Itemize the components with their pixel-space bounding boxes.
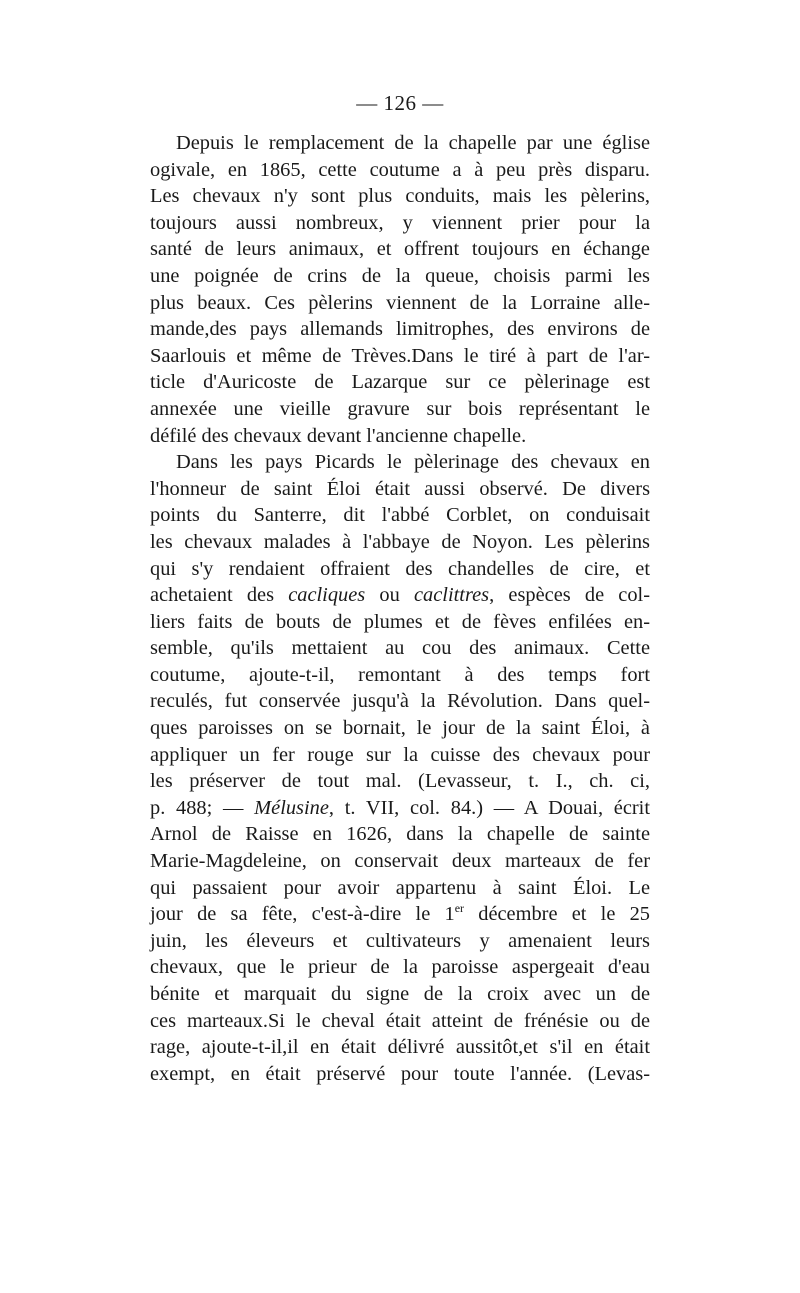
- italic-term: Mélusine: [254, 796, 329, 819]
- text-line: coutume, ajoute-t-il, remontant à des temps fort: [150, 663, 650, 686]
- text-line: une poignée de crins de la queue, choisis parmi les: [150, 264, 650, 287]
- text-line: Dans les pays Picards le pèlerinage des chevaux en: [176, 451, 650, 474]
- text-line: Les chevaux n'y sont plus conduits, mais les pèlerins,: [150, 185, 650, 208]
- text-run: jour de sa fête, c'est-à-dire le 1: [150, 903, 455, 926]
- text-line: toujours aussi nombreux, y viennent prier pour la: [150, 211, 650, 234]
- text-line: Arnol de Raisse en 1626, dans la chapelle de sainte: [150, 823, 650, 846]
- text-line: ticle d'Auricoste de Lazarque sur ce pèlerinage est: [150, 371, 650, 394]
- paragraph-2: [150, 449, 650, 1087]
- text-line: liers faits de bouts de plumes et de fèves enfilées en-: [150, 610, 650, 633]
- text-run: , t. VII, col. 84.) — A Douai, écrit: [328, 796, 650, 819]
- text-line: Marie-Magdeleine, on conservait deux marteaux de fer: [150, 850, 650, 873]
- paragraph-1: [150, 130, 650, 449]
- text-line: plus beaux. Ces pèlerins viennent de la Lorraine alle-: [150, 291, 650, 314]
- italic-term: cacliques: [288, 584, 366, 607]
- text-line-mixed: [150, 795, 650, 822]
- text-run: achetaient des: [150, 584, 289, 607]
- text-line: les chevaux malades à l'abbaye de Noyon. Les pèlerins: [150, 530, 650, 553]
- text-line: appliquer un fer rouge sur la cuisse des chevaux pour: [150, 743, 650, 766]
- text-line: ques paroisses on se bornait, le jour de la saint Éloi, à: [150, 717, 650, 740]
- text-line: les préserver de tout mal. (Levasseur, t. I., ch. ci,: [150, 770, 650, 793]
- text-line: Saarlouis et même de Trèves.Dans le tiré à part de l'ar-: [150, 344, 650, 367]
- text-line: bénite et marquait du signe de la croix avec un de: [150, 983, 650, 1005]
- text-line: chevaux, que le prieur de la paroisse aspergeait d'eau: [150, 956, 650, 979]
- text-line: juin, les éleveurs et cultivateurs y amenaient leurs: [150, 929, 650, 952]
- text-line: rage, ajoute-t-il,il en était délivré aussitôt,et s'il en était: [150, 1036, 650, 1059]
- text-line: Depuis le remplacement de la chapelle par une église: [176, 132, 650, 154]
- text-line: annexée une vieille gravure sur bois représentant le: [150, 397, 650, 420]
- page-number: — 126 —: [356, 91, 444, 115]
- text-line: semble, qu'ils mettaient au cou des animaux. Cette: [150, 637, 650, 660]
- text-line: défilé des chevaux devant l'ancienne chapelle.: [150, 424, 527, 447]
- text-line: ces marteaux.Si le cheval était atteint de frénésie ou de: [150, 1009, 650, 1032]
- text-line-mixed: [150, 901, 650, 928]
- body-text: [150, 130, 650, 1087]
- text-line: santé de leurs animaux, et offrent toujours en échange: [150, 238, 650, 261]
- text-line: qui s'y rendaient offraient des chandelles de cire, et: [150, 557, 650, 580]
- text-line: mande,des pays allemands limitrophes, des environs de: [150, 318, 650, 341]
- text-run: , espèces de col-: [489, 584, 651, 607]
- text-line: qui passaient pour avoir appartenu à saint Éloi. Le: [150, 876, 650, 899]
- document-page: [150, 90, 650, 1087]
- text-run: p. 488; —: [150, 796, 255, 819]
- text-line: exempt, en était préservé pour toute l'année. (Levas-: [150, 1062, 650, 1085]
- text-run: décembre et le 25: [464, 903, 650, 926]
- text-line: points du Santerre, dit l'abbé Corblet, on conduisait: [150, 504, 650, 527]
- superscript: er: [454, 901, 465, 916]
- italic-term: caclittres: [414, 584, 490, 607]
- text-run: ou: [365, 584, 414, 607]
- text-line: l'honneur de saint Éloi était aussi observé. De divers: [150, 477, 650, 500]
- text-line: ogivale, en 1865, cette coutume a à peu près disparu.: [150, 158, 650, 181]
- text-line-mixed: [150, 582, 650, 609]
- text-line: reculés, fut conservée jusqu'à la Révolution. Dans quel-: [150, 690, 650, 713]
